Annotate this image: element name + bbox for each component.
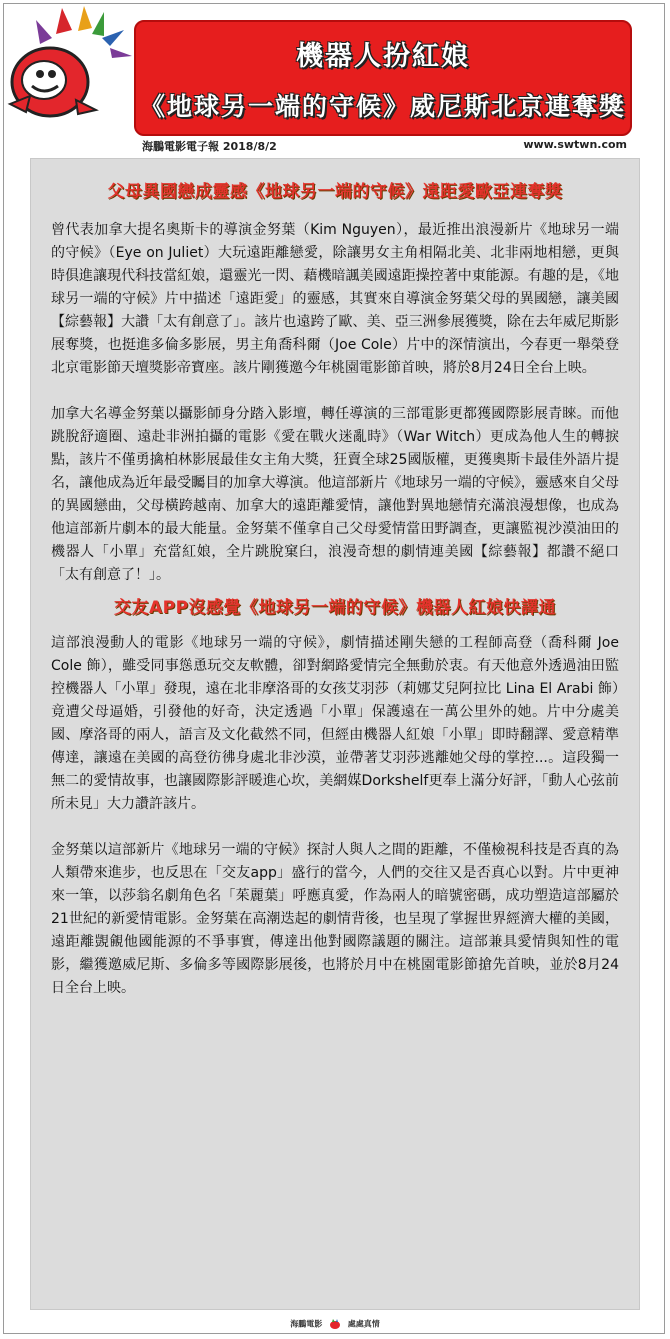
article-paragraph: 這部浪漫動人的電影《地球另一端的守候》，劇情描述剛失戀的工程師高登（喬科爾 Joe Cole 飾），雖受同事慫恿玩交友軟體，卻對網路愛情完全無動於衷。有天他意外透過油田監控機器人「小單」發現，遠在北非摩洛哥的女孩艾羽莎（莉娜艾兒阿拉比 Lina El Arabi 飾）竟遭父母逼婚，引發他的好奇，決定透過「小單」保護遠在一萬公里外的她。片中分處美國、摩洛哥的兩人，語言及文化截然不同，但經由機器人紅娘「小單」即時翻譯、愛意精準傳達，讓遠在美國的高登彷彿身處北非沙漠，並帶著艾羽莎逃離她父母的掌控...。這段獨一無二的愛情故事，也讓國際影評暖進心坎，美網媒Dorkshelf更奉上滿分好評，「動人心弦前所未見」大力讚許該片。 xyxy=(51,635,619,812)
article-panel xyxy=(30,158,640,1310)
headline-subtitle: 《地球另一端的守候》威尼斯北京連奪獎 xyxy=(139,91,626,121)
logo-icon xyxy=(0,0,140,130)
footer-brand-left: 海鵬電影 xyxy=(290,1319,323,1329)
article-paragraph: 加拿大名導金努葉以攝影師身分踏入影壇，轉任導演的三部電影更都獲國際影展青睞。而他跳脫舒適圈、遠赴非洲拍攝的電影《愛在戰火迷亂時》（War Witch）更成為他人生的轉捩點，該片不僅勇擒柏林影展最佳女主角大獎，狂賣全球25國版權，更獲奧斯卡最佳外語片提名，讓他成為近年最受矚目的加拿大導演。他這部新片《地球另一端的守候》，靈感來自父母的異國戀曲，父母橫跨越南、加拿大的遠距離愛情，讓他對異地戀情充滿浪漫想像，也成為他這部新片劇本的最大能量。金努葉不僅拿自己父母愛情當田野調查，更讓監視沙漠油田的機器人「小單」充當紅娘，全片跳脫窠臼，浪漫奇想的劇情連美國【綜藝報】都讚不絕口「太有創意了！」。 xyxy=(51,406,619,583)
footer-brand-right: 處處真情 xyxy=(347,1319,380,1329)
section-title-1: 父母異國戀成靈感《地球另一端的守候》遠距愛歐亞連奪獎 xyxy=(107,182,563,202)
footer-logo-icon xyxy=(328,1318,342,1330)
footer xyxy=(0,1318,670,1330)
article-paragraph: 曾代表加拿大提名奧斯卡的導演金努葉（Kim Nguyen），最近推出浪漫新片《地球另一端的守候》（Eye on Juliet）大玩遠距離戀愛，除讓男女主角相隔北美、北非兩地相戀，更與時俱進讓現代科技當紅娘，還靈光一閃、藉機暗諷美國遠距操控著中東能源。有趣的是，《地球另一端的守候》片中描述「遠距愛」的靈感，其實來自導演金努葉父母的異國戀，讓美國【綜藝報】大讚「太有創意了」。該片也遠跨了歐、美、亞三洲參展獲獎，除在去年威尼斯影展奪獎，也挺進多倫多影展，男主角喬科爾（Joe Cole）片中的深情演出，今春更一舉榮登北京電影節天壇獎影帝寶座。該片剛獲邀今年桃園電影節首映，將於8月24日全台上映。 xyxy=(51,222,619,376)
headline-banner xyxy=(134,20,632,136)
paragraph-gap xyxy=(31,816,639,839)
article-paragraph: 金努葉以這部新片《地球另一端的守候》探討人與人之間的距離，不僅檢視科技是否真的為人類帶來進步，也反思在「交友app」盛行的當今，人們的交往又是否真心以對。片中更神來一筆，以莎翁名劇角色名「茱麗葉」呼應真愛，作為兩人的暗號密碼，成功塑造這部屬於21世紀的新愛情電影。金努葉在高潮迭起的劇情背後，也呈現了掌握世界經濟大權的美國，遠距離覬覦他國能源的不爭事實，傳達出他對國際議題的關注。這部兼具愛情與知性的電影，繼獲邀威尼斯、多倫多等國際影展後，也將於月中在桃園電影節搶先首映，並於8月24日全台上映。 xyxy=(51,842,619,996)
headline-title: 機器人扮紅娘 xyxy=(296,40,470,72)
paragraph-gap xyxy=(31,380,639,403)
website-url[interactable]: www.swtwn.com xyxy=(523,138,627,151)
section-title-2: 交友APP沒感覺《地球另一端的守候》機器人紅娘快譯通 xyxy=(113,598,557,618)
newsletter-source-date: 海鵬電影電子報 2018/8/2 xyxy=(142,140,277,153)
